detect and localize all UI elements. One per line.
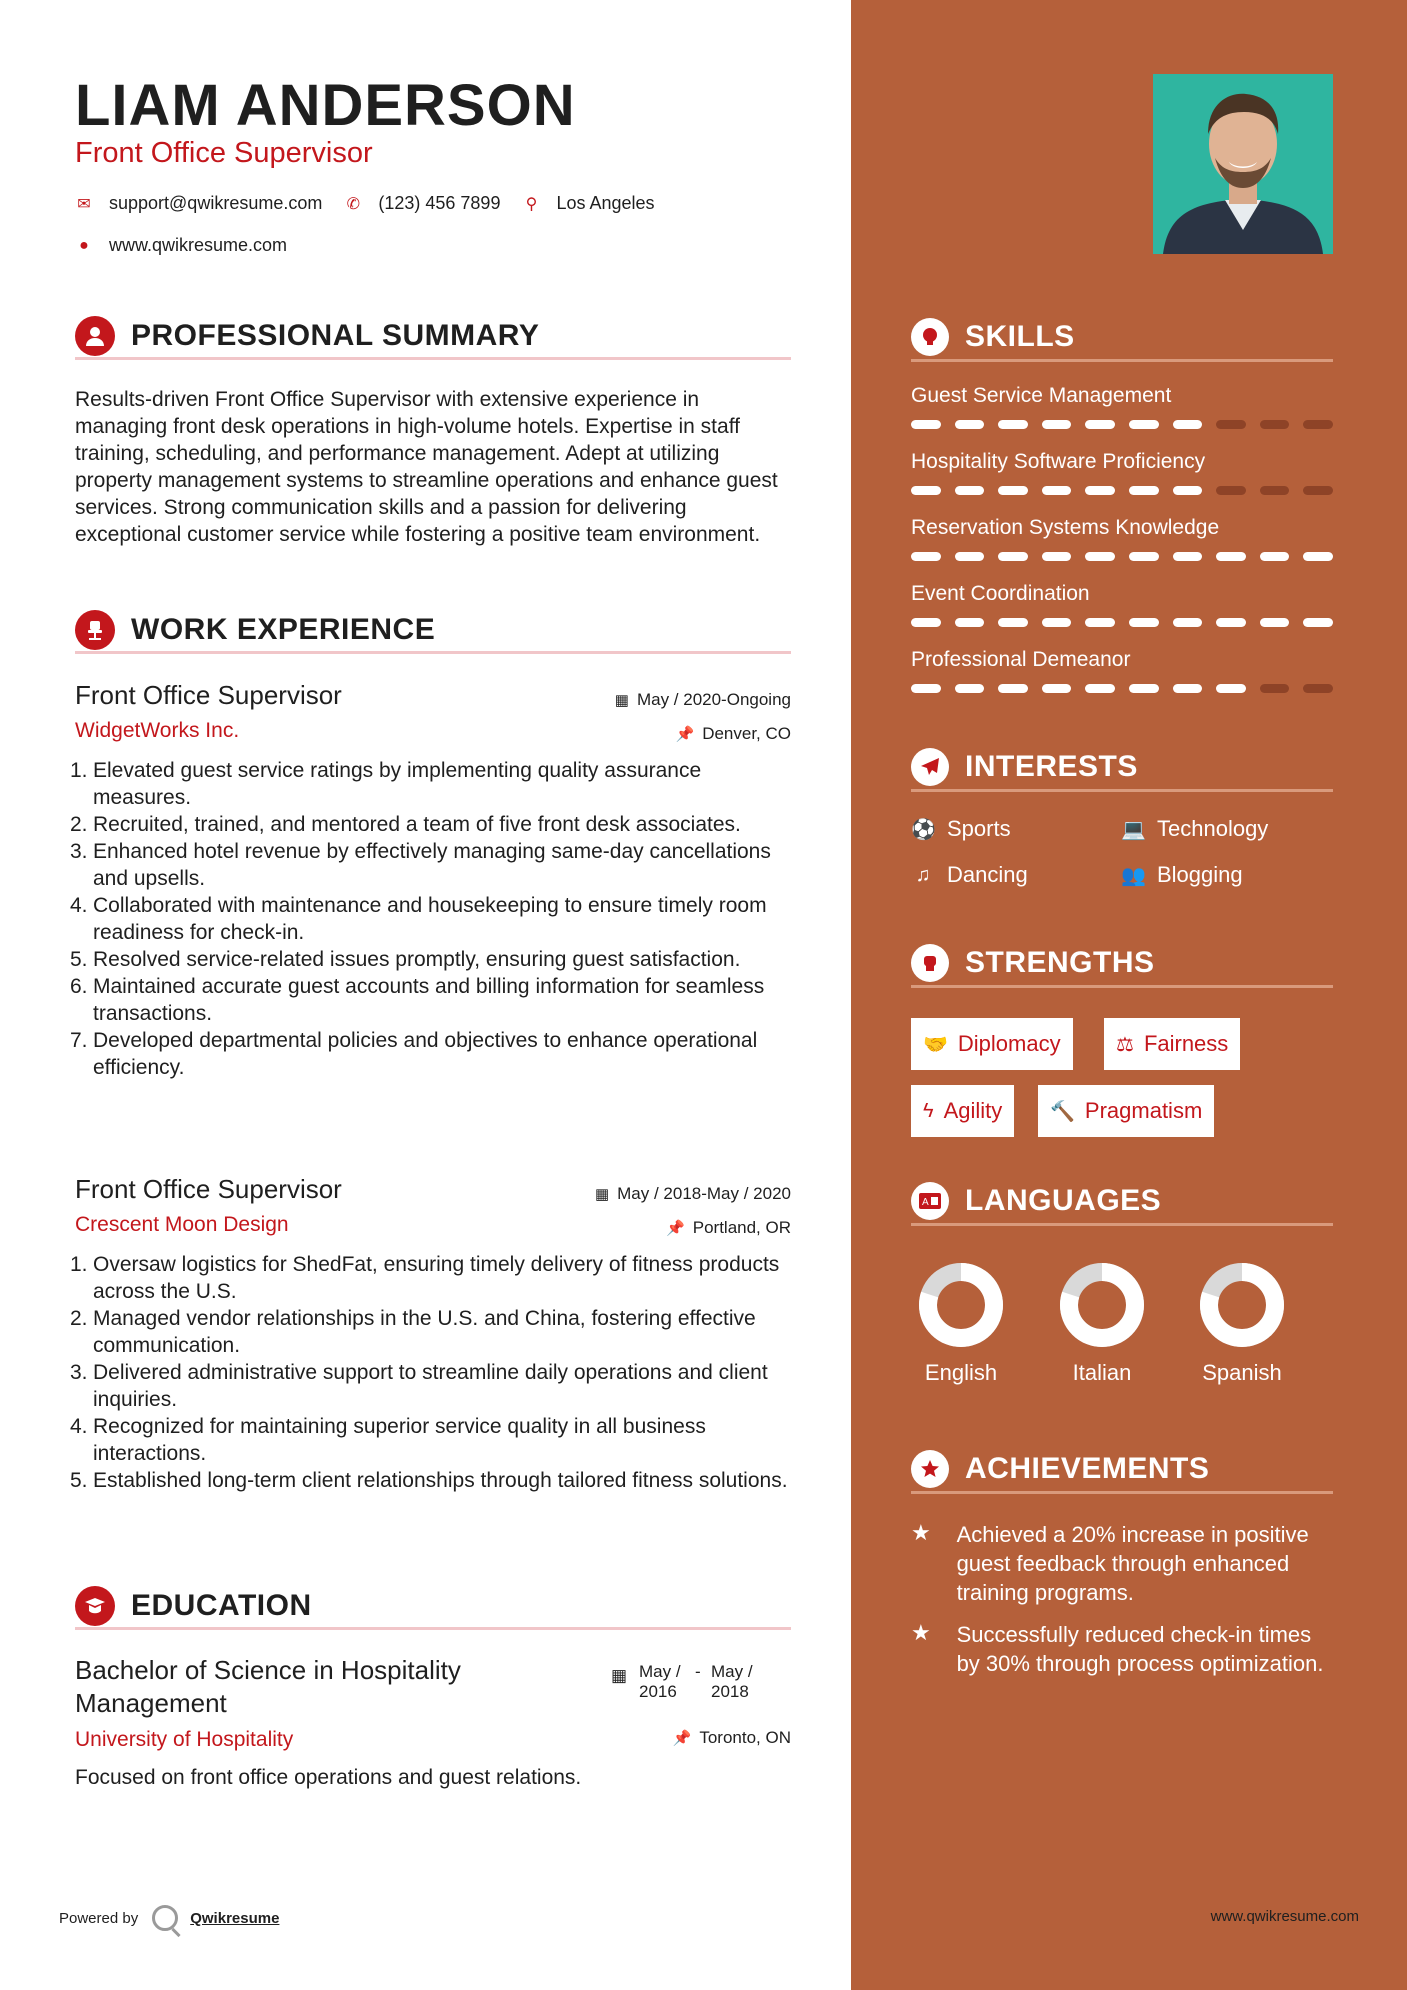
skill-level-dash [1260,618,1290,627]
language-item [1032,1262,1172,1386]
profile-photo [1153,74,1333,254]
languages-header [911,1178,1333,1226]
language-name: Spanish [1202,1360,1282,1385]
job-bullets [70,1251,791,1494]
skill-level-dash [998,552,1028,561]
job-2 [70,1174,791,1494]
summary-heading: PROFESSIONAL SUMMARY [131,318,540,352]
job-dates [615,690,791,710]
degree: Bachelor of Science in Hospitality Management [75,1655,461,1718]
skill-level-dash [1085,684,1115,693]
achievement-item: ★ Achieved a 20% increase in positive guest feedback through enhanced training programs. [911,1520,1309,1605]
skill-level-dash [998,684,1028,693]
skill-level-dash [1173,486,1203,495]
skill-level-dash [1129,618,1159,627]
achievements-header [911,1446,1333,1494]
list-item: 6. Maintained accurate guest accounts and billing information for seamless transactions. [70,975,765,1025]
interest-item: 💻 Technology [1121,816,1269,841]
candidate-name: LIAM ANDERSON [75,73,576,138]
strength-tag: ϟ Agility [911,1085,1014,1137]
language-donut [1059,1262,1145,1348]
powered-by [59,1905,279,1931]
education-location-text: Toronto, ON [699,1728,791,1747]
interests-heading: INTERESTS [965,749,1138,783]
experience-heading: WORK EXPERIENCE [131,612,436,646]
skill-level-dash [955,552,985,561]
language-name: English [924,1360,998,1385]
list-item: 7. Developed departmental policies and objectives to enhance operational efficiency. [70,1029,758,1079]
powered-label: Powered by [59,1909,139,1927]
achievement-item: ★ Successfully reduced check-in times by 30% through process optimization. [911,1620,1324,1676]
skill-level-dash [1129,420,1159,429]
skill-item [911,582,1333,627]
skill-level-dash [1303,684,1333,693]
phone: (123) 456 7899 [378,193,501,213]
skill-level-dash [1303,618,1333,627]
skill-level-dash [911,486,941,495]
language-donut [918,1262,1004,1348]
globe-icon: ● [79,236,89,254]
skill-item [911,450,1333,495]
list-item: 5. Resolved service-related issues promptly, ensuring guest satisfaction. [70,948,741,971]
job-company: WidgetWorks Inc. [75,719,240,742]
lightning-icon: ϟ [923,1099,934,1122]
strength-tag: 🔨 Pragmatism [1038,1085,1214,1137]
job-dates-text: May / 2020-Ongoing [636,690,791,709]
job-company: Crescent Moon Design [75,1213,289,1236]
language-item [1172,1262,1312,1386]
strength-tag: 🤝 Diplomacy [911,1018,1073,1070]
skills-header [911,314,1333,362]
sidebar [851,0,1407,1990]
job-location-text: Denver, CO [702,724,791,743]
skill-level-dash [1085,552,1115,561]
qwikresume-logo-icon [152,1905,178,1931]
skill-name: Event Coordination [911,582,1090,605]
job-location [676,724,792,744]
language-item [891,1262,1031,1386]
skill-level-dash [1042,420,1072,429]
handshake-icon: 🤝 [923,1033,948,1056]
job-location-text: Portland, OR [692,1218,791,1237]
skill-level-dash [1216,552,1246,561]
job-location [666,1218,791,1238]
skill-level-dash [1260,684,1290,693]
skill-level-dash [1216,684,1246,693]
languages-heading: LANGUAGES [965,1183,1162,1217]
strength-tag: ⚖ Fairness [1104,1018,1240,1070]
skill-level-dash [911,420,941,429]
location-pin-icon: ⚲ [525,195,538,213]
calendar-icon: ▦ [614,692,629,709]
list-item: 5. Established long-term client relationships through tailored fitness solutions. [70,1469,788,1492]
experience-header [75,608,791,654]
language-name: Italian [1072,1360,1132,1385]
skill-level-dash [1085,486,1115,495]
graduate-icon [75,1586,115,1626]
skill-name: Reservation Systems Knowledge [911,516,1220,539]
skill-level-dash [1173,420,1203,429]
skill-level-dash [1042,684,1072,693]
skill-level-dash [1303,420,1333,429]
education-location [673,1728,791,1748]
soccer-ball-icon: ⚽ [911,818,936,841]
list-item: 2. Recruited, trained, and mentored a team of five front desk associates. [70,813,741,836]
skill-level-dash [1216,486,1246,495]
website-row [75,235,287,256]
strengths-header [911,940,1333,988]
skill-level-dash [1129,552,1159,561]
skill-level-dash [1129,684,1159,693]
contact-row [75,193,655,214]
location: Los Angeles [556,193,655,213]
school: University of Hospitality [75,1728,294,1751]
phone-icon: ✆ [346,195,361,213]
start-date: May / 2016 [639,1662,681,1701]
list-item: 3. Enhanced hotel revenue by effectively managing same-day cancellations and upsells. [70,840,771,890]
footer-url[interactable]: www.qwikresume.com [1210,1908,1359,1925]
list-item: 1. Oversaw logistics for ShedFat, ensuring timely delivery of fitness products across the U.S. [70,1253,780,1303]
skill-level-dash [1260,420,1290,429]
job-1 [70,680,791,1081]
brand-link[interactable]: Qwikresume [190,1909,280,1927]
list-item: 4. Recognized for maintaining superior service quality in all business interactions. [70,1415,706,1465]
interest-item: ♫ Dancing [911,862,1028,888]
summary-header [75,314,791,360]
language-donut [1199,1262,1285,1348]
fist-icon [911,944,949,982]
list-item: 4. Collaborated with maintenance and housekeeping to ensure timely room readiness for check-in. [70,894,767,944]
calendar-icon: ▦ [594,1186,610,1203]
interest-item: ⚽ Sports [911,816,1011,841]
skills-heading: SKILLS [965,319,1075,353]
skill-level-bar [911,420,1333,429]
skill-level-dash [1260,486,1290,495]
achievements-heading: ACHIEVEMENTS [965,1451,1210,1485]
office-chair-icon [75,610,115,650]
skill-level-dash [998,618,1028,627]
skill-level-dash [998,420,1028,429]
skill-level-dash [1129,486,1159,495]
skill-level-dash [911,552,941,561]
skill-name: Guest Service Management [911,384,1172,407]
skill-level-dash [955,420,985,429]
skill-level-dash [1303,552,1333,561]
shooting-star-icon: ★ [911,1620,931,1645]
skill-level-dash [1042,486,1072,495]
skill-level-bar [911,684,1333,693]
website[interactable]: www.qwikresume.com [109,235,288,255]
skill-level-dash [955,486,985,495]
skill-level-bar [911,486,1333,495]
skill-level-dash [1085,420,1115,429]
pushpin-icon: 📌 [675,726,695,743]
job-title: Front Office Supervisor [75,680,342,710]
svg-text:A: A [922,1196,929,1208]
users-icon: 👥 [1121,864,1146,887]
skill-level-bar [911,618,1333,627]
laptop-icon: 💻 [1121,818,1146,841]
education-description: Focused on front office operations and guest relations. [75,1766,582,1789]
skill-name: Hospitality Software Proficiency [911,450,1206,473]
education-header [75,1584,791,1630]
skill-level-dash [998,486,1028,495]
gavel-icon: 🔨 [1050,1100,1075,1123]
skill-level-dash [1042,618,1072,627]
skill-level-dash [911,684,941,693]
skill-level-dash [1216,420,1246,429]
interest-item: 👥 Blogging [1121,862,1243,887]
skill-level-dash [1085,618,1115,627]
candidate-title: Front Office Supervisor [75,137,373,169]
skill-name: Professional Demeanor [911,648,1131,671]
strengths-heading: STRENGTHS [965,945,1155,979]
language-icon [911,1182,949,1220]
star-badge-icon [911,1450,949,1488]
pushpin-icon: 📌 [672,1730,692,1747]
skill-level-dash [955,618,985,627]
skill-level-dash [1216,618,1246,627]
job-bullets [70,757,791,1081]
music-note-icon: ♫ [915,863,931,886]
skill-level-dash [1260,552,1290,561]
education-dates: ▦ May / 2016 - May / 2018 [611,1662,761,1702]
job-title: Front Office Supervisor [75,1174,342,1204]
list-item: 2. Managed vendor relationships in the U.S. and China, fostering effective communication. [70,1307,756,1357]
skill-level-dash [1303,486,1333,495]
skill-item [911,516,1333,561]
job-dates [595,1184,791,1204]
lightbulb-icon [911,318,949,356]
skill-level-dash [1173,684,1203,693]
balance-scale-icon: ⚖ [1116,1033,1134,1056]
end-date: May / 2018 [711,1662,753,1701]
skill-item [911,384,1333,429]
calendar-icon: ▦ [610,1666,627,1685]
job-dates-text: May / 2018-May / 2020 [617,1184,791,1203]
skill-level-bar [911,552,1333,561]
envelope-icon: ✉ [77,195,91,213]
shooting-star-icon: ★ [911,1520,931,1545]
skill-item [911,648,1333,693]
email[interactable]: support@qwikresume.com [109,193,323,213]
interests-header [911,744,1333,792]
skill-level-dash [1173,552,1203,561]
summary-text: Results-driven Front Office Supervisor with extensive experience in managing front desk operations in high-volume hotels. Expertise in staff training, scheduling, and performance management. Adept at utilizing property management systems to streamline operations and enhance guest services. Strong communication skills and a passion for delivering exceptional customer service while fostering a positive team environment. [75,388,778,546]
list-item: 3. Delivered administrative support to streamline daily operations and client inquiries. [70,1361,768,1411]
skill-level-dash [1173,618,1203,627]
skill-level-dash [1042,552,1072,561]
list-item: 1. Elevated guest service ratings by implementing quality assurance measures. [70,759,702,809]
user-icon [75,316,115,356]
education-entry [75,1654,791,1790]
skill-level-dash [955,684,985,693]
skill-level-dash [911,618,941,627]
pushpin-icon: 📌 [666,1220,685,1237]
paper-plane-icon [911,748,949,786]
education-heading: EDUCATION [131,1588,312,1622]
